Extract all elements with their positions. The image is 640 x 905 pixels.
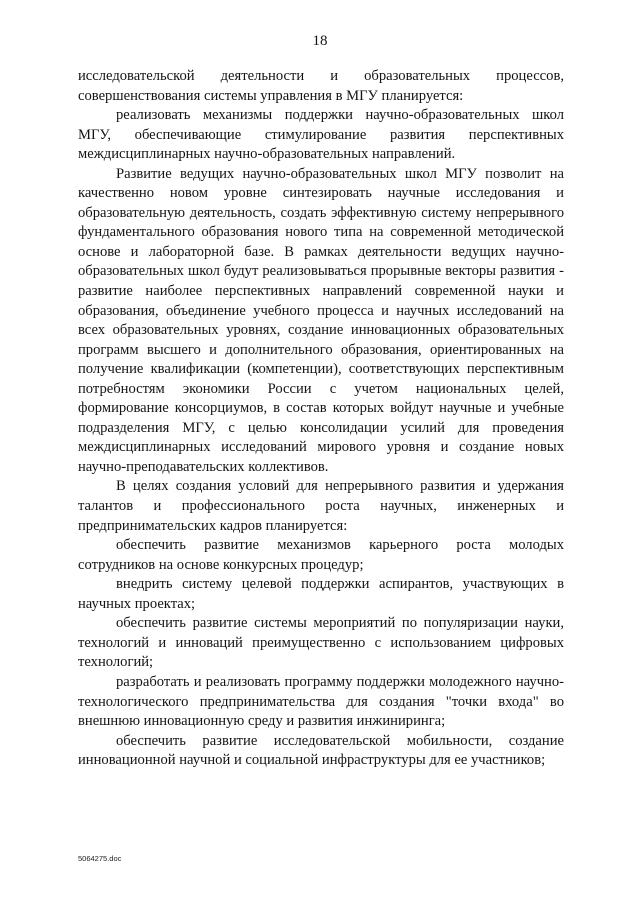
list-item-science-popularization: обеспечить развитие системы мероприятий по популяризации науки, технологий и инноваций преимущественно с использованием цифровых технологий; — [78, 615, 564, 671]
page-number: 18 — [312, 33, 328, 49]
list-item-career-growth: обеспечить развитие механизмов карьерного роста молодых сотрудников на основе конкурсных процедур; — [78, 537, 564, 573]
list-item-youth-entrepreneurship: разработать и реализовать программу поддержки молодежного научно-технологического предпринимательства для создания "точки входа" во внешнюю инновационную среду и развития инжиниринга; — [78, 673, 564, 730]
list-item-research-mobility: обеспечить развитие исследовательской мобильности, создание инновационной научной и социальной инфраструктуры для ее участников; — [78, 732, 564, 769]
paragraph-talent-conditions: В целях создания условий для непрерывного развития и удержания талантов и профессионального роста научных, инженерных и предпринимательских кадров планируется: — [78, 478, 564, 534]
paragraph-school-mechanisms: реализовать механизмы поддержки научно-образовательных школ МГУ, обеспечивающие стимулирование развития перспективных междисциплинарных научно-образовательных направлений. — [78, 107, 564, 163]
list-item-postgrad-support: внедрить систему целевой поддержки аспирантов, участвующих в научных проектах; — [78, 576, 564, 612]
paragraph-school-development: Развитие ведущих научно-образовательных школ МГУ позволит на качественно новом уровне синтезировать научные исследования и образовательную деятельность, создать эффективную систему непрерывного фундаментального образования нового типа на современной методической основе и лабораторной базе. В рамках деятельности ведущих научно-образовательных школ будут реализовываться прорывные векторы развития - развитие наиболее перспективных направлений современной науки и образования, объединение учебного процесса и научных исследований на всех образовательных уровнях, создание инновационных образовательных программ высшего и дополнительного образования, ориентированных на получение квалификации (компетенции), соответствующих перспективным потребностям экономики России с учетом национальных целей, формирование консорциумов, в состав которых войдут научные и учебные подразделения МГУ, с целью консолидации усилий для проведения междисциплинарных исследований мирового уровня и создание новых научно-преподавательских коллективов. — [78, 165, 564, 475]
paragraph-continuation: исследовательской деятельности и образовательных процессов, совершенствования системы управления в МГУ планируется: — [78, 68, 564, 104]
body-text — [78, 67, 564, 771]
document-id: 5064275.doc — [78, 854, 122, 863]
